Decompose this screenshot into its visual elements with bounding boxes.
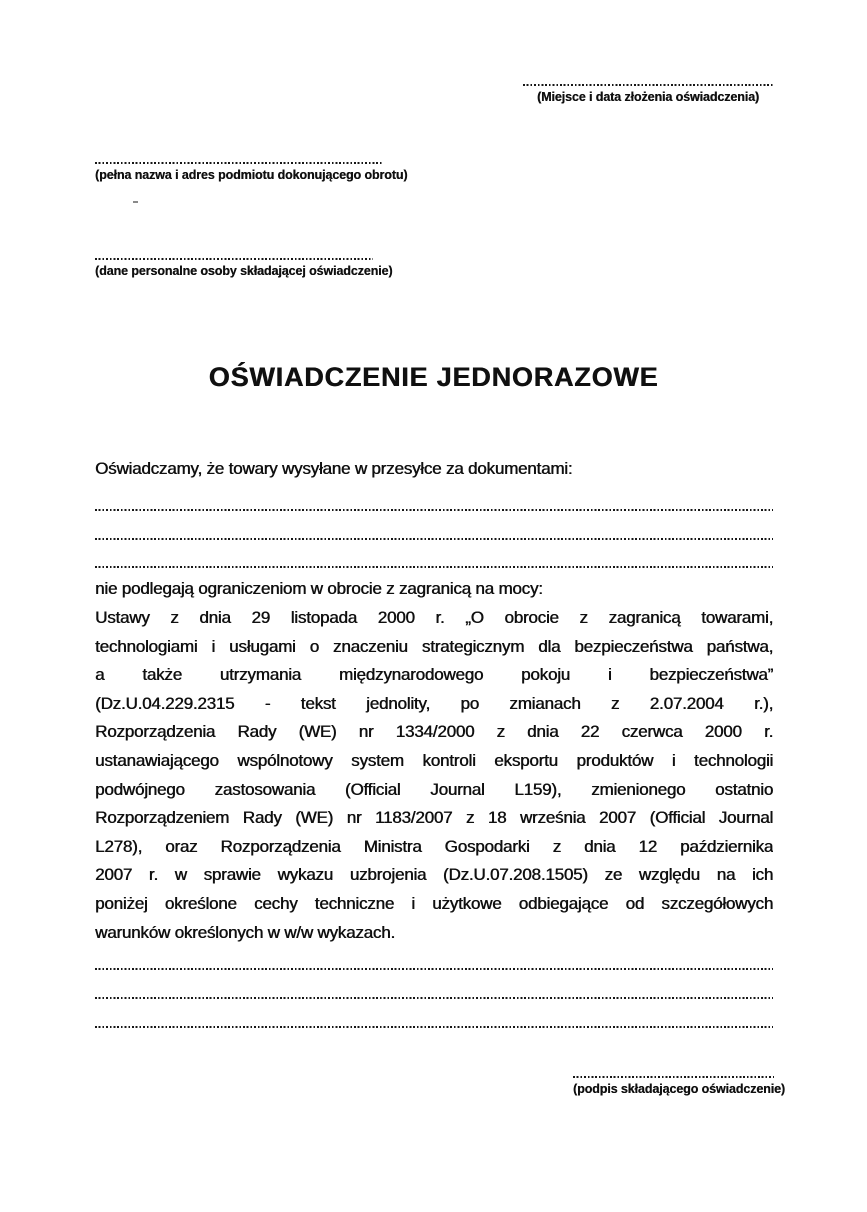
paragraph-line: podwójnego zastosowania (Official Journal L159), zmienionego ostatnio bbox=[95, 779, 773, 799]
person-data-blank-line bbox=[95, 258, 373, 260]
paragraph-line: (Dz.U.04.229.2315 - tekst jednolity, po zmianach z 2.07.2004 r.), bbox=[95, 693, 773, 713]
paragraph-line: Ustawy z dnia 29 listopada 2000 r. „O obrocie z zagranicą towarami, bbox=[95, 608, 773, 627]
legal-basis-paragraph bbox=[95, 604, 773, 947]
signature-label: (podpis składającego oświadczenie) bbox=[573, 1082, 785, 1096]
scan-artifact bbox=[133, 201, 138, 203]
documents-blank-line bbox=[95, 566, 773, 568]
paragraph-line: ustanawiającego wspólnotowy system kontroli eksportu produktów i technologii bbox=[95, 750, 773, 770]
paragraph-line: warunków określonych w w/w wykazach. bbox=[95, 922, 395, 942]
paragraph-line: Rozporządzenia Rady (WE) nr 1334/2000 z dnia 22 czerwca 2000 r. bbox=[95, 722, 773, 742]
details-blank-line bbox=[95, 968, 773, 970]
entity-name-field bbox=[95, 162, 408, 182]
paragraph-line: 2007 r. w sprawie wykazu uzbrojenia (Dz.U.07.208.1505) ze względu na ich bbox=[95, 865, 773, 885]
paragraph-line: poniżej określone cechy techniczne i użytkowe odbiegające od szczegółowych bbox=[95, 893, 773, 913]
paragraph-line: L278), oraz Rozporządzenia Ministra Gospodarki z dnia 12 października bbox=[95, 836, 773, 856]
place-date-field bbox=[523, 84, 773, 104]
entity-name-blank-line bbox=[95, 162, 382, 164]
details-blank-line bbox=[95, 1026, 773, 1028]
intro-text: Oświadczamy, że towary wysyłane w przesyłce za dokumentami: bbox=[95, 459, 573, 478]
paragraph-line: Rozporządzeniem Rady (WE) nr 1183/2007 z 18 września 2007 (Official Journal bbox=[95, 808, 773, 828]
documents-blank-line bbox=[95, 538, 773, 540]
signature-field bbox=[573, 1076, 785, 1096]
person-data-label: (dane personalne osoby składającej oświadczenie) bbox=[95, 264, 393, 278]
place-date-label: (Miejsce i data złożenia oświadczenia) bbox=[537, 90, 759, 104]
entity-name-label: (pełna nazwa i adres podmiotu dokonującego obrotu) bbox=[95, 168, 408, 182]
paragraph-line: technologiami i usługami o znaczeniu strategicznym dla bezpieczeństwa państwa, bbox=[95, 636, 773, 656]
person-data-field bbox=[95, 258, 393, 278]
documents-blank-line bbox=[95, 509, 773, 511]
place-date-blank-line bbox=[523, 84, 773, 86]
basis-intro-text: nie podlegają ograniczeniom w obrocie z zagranicą na mocy: bbox=[95, 579, 543, 598]
paragraph-line: a także utrzymania międzynarodowego pokoju i bezpieczeństwa” bbox=[95, 665, 773, 685]
document-title: OŚWIADCZENIE JEDNORAZOWE bbox=[208, 362, 659, 392]
details-blank-line bbox=[95, 997, 773, 999]
signature-blank-line bbox=[573, 1076, 774, 1078]
